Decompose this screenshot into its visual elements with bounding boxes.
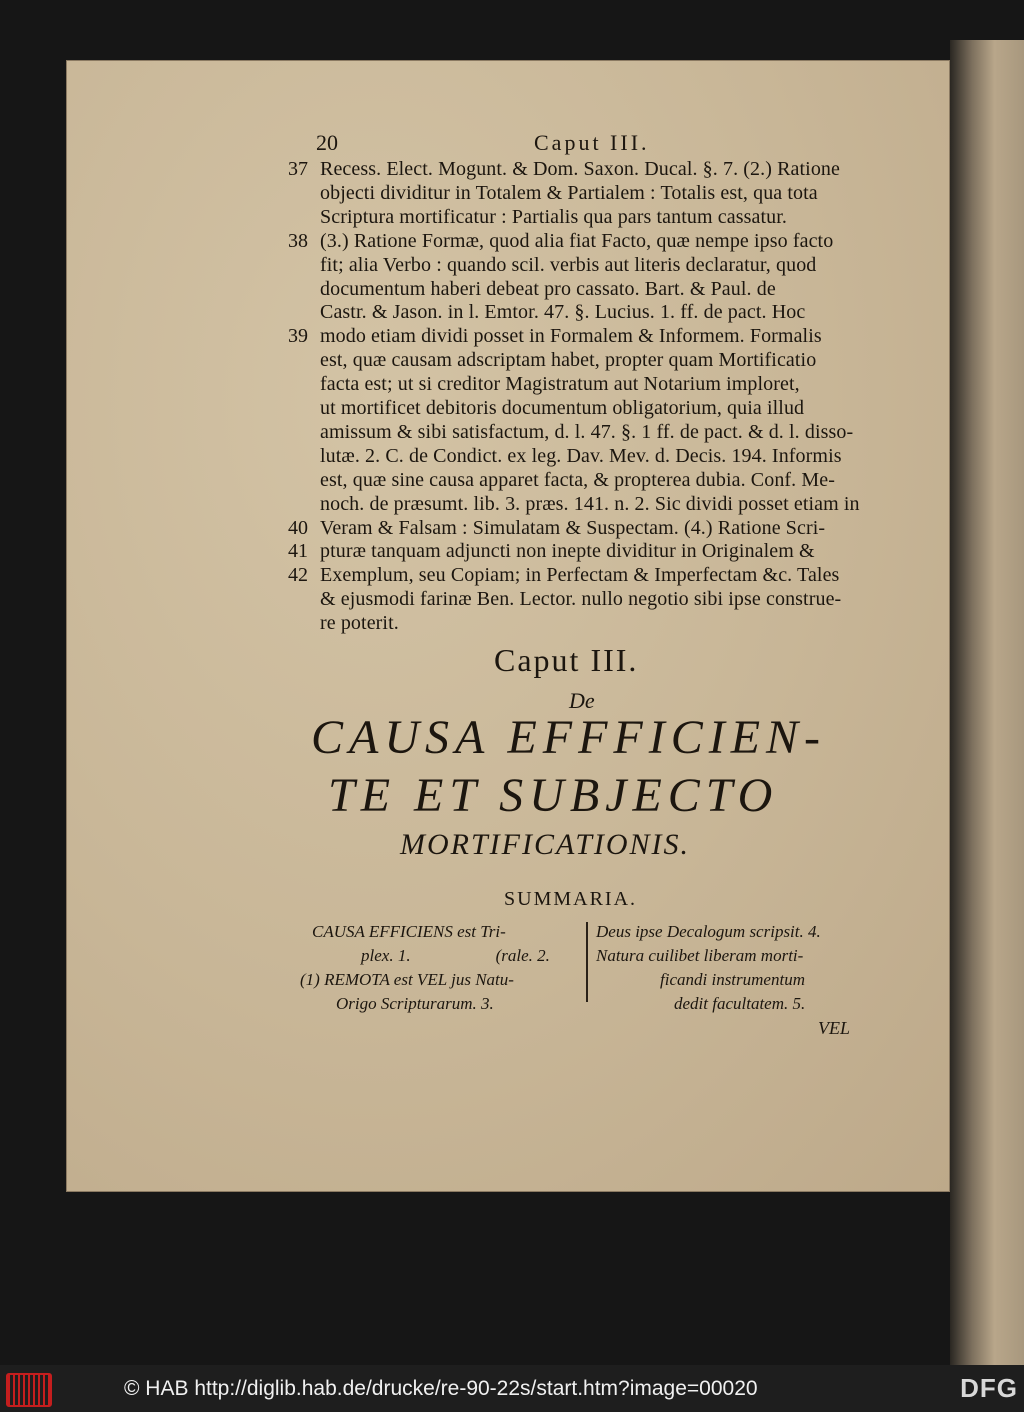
- line-number: 41: [288, 540, 308, 562]
- viewer-footer: [0, 1365, 1024, 1412]
- body-line: Scriptura mortificatur : Partialis qua pars tantum cassatur.: [320, 206, 787, 228]
- body-line: fit; alia Verbo : quando scil. verbis aut literis declaratur, quod: [320, 254, 817, 276]
- line-number: 39: [288, 325, 308, 347]
- chapter-de: De: [569, 688, 595, 713]
- body-line: est, quæ sine causa apparet facta, & propterea dubia. Conf. Me-: [320, 469, 836, 491]
- body-line: noch. de præsumt. lib. 3. præs. 141. n. 2. Sic dividi posset etiam in: [320, 493, 860, 515]
- body-line: lutæ. 2. C. de Condict. ex leg. Dav. Mev. d. Decis. 194. Informis: [320, 445, 842, 467]
- body-line: ut mortificet debitoris documentum obligatorium, quia illud: [320, 397, 805, 419]
- summaria-heading: SUMMARIA.: [504, 888, 638, 910]
- summaria-left-2: plex. 1. (rale. 2.: [361, 946, 550, 965]
- summaria-right-1: Deus ipse Decalogum scripsit. 4.: [596, 922, 821, 941]
- chapter-title-line-3: MORTIFICATIONIS.: [400, 828, 691, 861]
- line-number: 42: [288, 564, 308, 586]
- body-line: & ejusmodi farinæ Ben. Lector. nullo negotio sibi ipse construe-: [320, 588, 842, 610]
- summaria-right-2: Natura cuilibet liberam morti-: [596, 946, 804, 965]
- body-line: (3.) Ratione Formæ, quod alia fiat Facto, quæ nempe ipso facto: [320, 230, 834, 252]
- body-line: re poterit.: [320, 612, 399, 634]
- copyright-link[interactable]: © HAB http://diglib.hab.de/drucke/re-90-22s/start.htm?image=00020: [124, 1377, 758, 1400]
- summaria-left-4: Origo Scripturarum. 3.: [336, 994, 494, 1013]
- body-line: pturæ tanquam adjuncti non inepte dividitur in Originalem &: [320, 540, 815, 562]
- body-line: documentum haberi debeat pro cassato. Bart. & Paul. de: [320, 278, 776, 300]
- body-line: Exemplum, seu Copiam; in Perfectam & Imperfectam &c. Tales: [320, 564, 840, 586]
- chapter-title-line-2: TE ET SUBJECTO: [328, 769, 779, 822]
- catchword: VEL: [818, 1018, 851, 1038]
- body-line: Recess. Elect. Mogunt. & Dom. Saxon. Ducal. §. 7. (2.) Ratione: [320, 158, 840, 180]
- summaria-divider: [586, 922, 588, 1002]
- chapter-heading: Caput III.: [494, 642, 639, 678]
- line-number: 38: [288, 230, 308, 252]
- body-line: objecti dividitur in Totalem & Partialem : Totalis est, qua tota: [320, 182, 818, 204]
- facing-page-edge: [950, 40, 1024, 1365]
- summaria-right-4: dedit facultatem. 5.: [674, 994, 806, 1013]
- chapter-title-line-1: CAUSA EFFFICIEN-: [311, 711, 827, 764]
- hab-logo-icon: [6, 1373, 52, 1407]
- running-title: Caput III.: [534, 130, 650, 155]
- body-line: amissum & sibi satisfactum, d. l. 47. §. 1 ff. de pact. & d. l. disso-: [320, 421, 854, 443]
- line-number: 40: [288, 517, 308, 539]
- summaria-right-3: ficandi instrumentum: [660, 970, 805, 989]
- page-number: 20: [316, 130, 338, 155]
- summaria-left-3: (1) REMOTA est VEL jus Natu-: [300, 970, 514, 989]
- body-line: Castr. & Jason. in l. Emtor. 47. §. Lucius. 1. ff. de pact. Hoc: [320, 301, 806, 323]
- dfg-logo: DFG: [960, 1373, 1018, 1403]
- body-line: modo etiam dividi posset in Formalem & Informem. Formalis: [320, 325, 822, 347]
- summaria-left-1: CAUSA EFFICIENS est Tri-: [312, 922, 506, 941]
- book-page: [66, 60, 950, 1192]
- body-line: facta est; ut si creditor Magistratum aut Notarium imploret,: [320, 373, 800, 395]
- body-line: est, quæ causam adscriptam habet, propter quam Mortificatio: [320, 349, 817, 371]
- line-number: 37: [288, 158, 308, 180]
- body-line: Veram & Falsam : Simulatam & Suspectam. (4.) Ratione Scri-: [320, 517, 826, 539]
